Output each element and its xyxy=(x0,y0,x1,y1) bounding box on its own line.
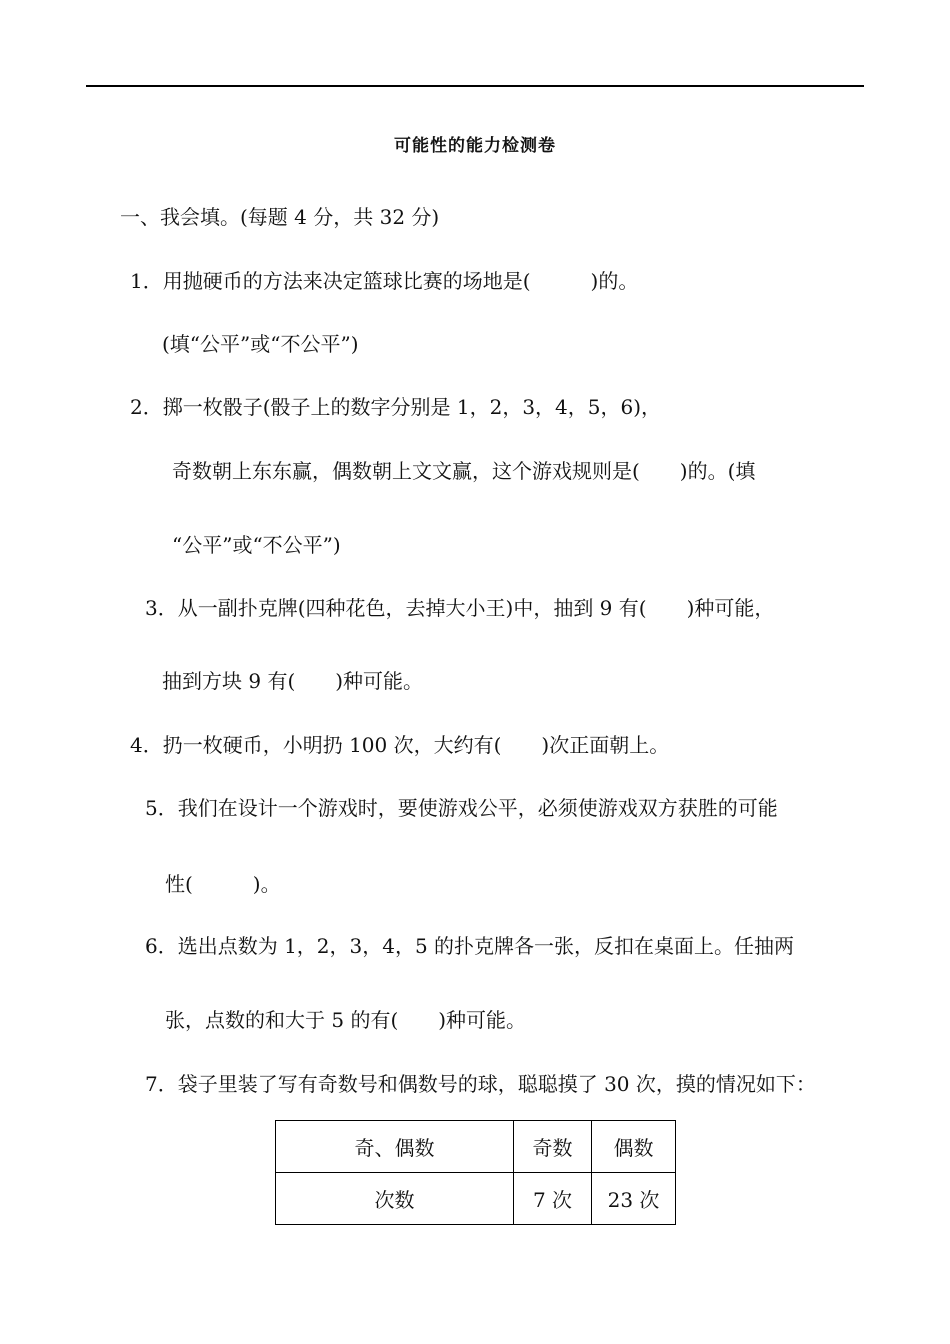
page-title: 可能性的能力检测卷 xyxy=(394,136,556,156)
question-6-line-1: 6．选出点数为 1，2，3，4，5 的扑克牌各一张，反扣在桌面上。任抽两 xyxy=(145,934,795,958)
table-header-cell: 奇、偶数 xyxy=(276,1121,514,1173)
table-cell: 次数 xyxy=(276,1173,514,1225)
question-3-line-2: 抽到方块 9 有( )种可能。 xyxy=(162,669,424,693)
question-2-line-2: 奇数朝上东东赢，偶数朝上文文赢，这个游戏规则是( )的。(填 xyxy=(172,459,756,483)
question-3-line-1: 3．从一副扑克牌(四种花色，去掉大小王)中，抽到 9 有( )种可能， xyxy=(145,596,775,620)
question-6-line-2: 张，点数的和大于 5 的有( )种可能。 xyxy=(165,1008,527,1032)
section-heading: 一、我会填。(每题 4 分，共 32 分) xyxy=(120,205,440,229)
table-cell: 7 次 xyxy=(514,1173,592,1225)
table-header-cell: 偶数 xyxy=(592,1121,676,1173)
table-header-row xyxy=(276,1121,676,1173)
question-4-line-1: 4．扔一枚硬币，小明扔 100 次，大约有( )次正面朝上。 xyxy=(130,733,670,757)
question-1-line-2: (填“公平”或“不公平”) xyxy=(162,332,359,356)
data-table xyxy=(275,1120,676,1225)
table-row xyxy=(276,1173,676,1225)
table-cell: 23 次 xyxy=(592,1173,676,1225)
question-2-line-1: 2．掷一枚骰子(骰子上的数字分别是 1，2，3，4，5，6)， xyxy=(130,395,662,419)
top-rule xyxy=(86,85,864,87)
question-1-line-1: 1．用抛硬币的方法来决定篮球比赛的场地是( )的。 xyxy=(130,269,639,293)
question-2-line-3: “公平”或“不公平”) xyxy=(172,533,341,557)
table-header-cell: 奇数 xyxy=(514,1121,592,1173)
question-7-line-1: 7．袋子里装了写有奇数号和偶数号的球，聪聪摸了 30 次，摸的情况如下： xyxy=(145,1072,816,1096)
question-5-line-2: 性( )。 xyxy=(165,872,281,896)
question-5-line-1: 5．我们在设计一个游戏时，要使游戏公平，必须使游戏双方获胜的可能 xyxy=(145,796,778,820)
